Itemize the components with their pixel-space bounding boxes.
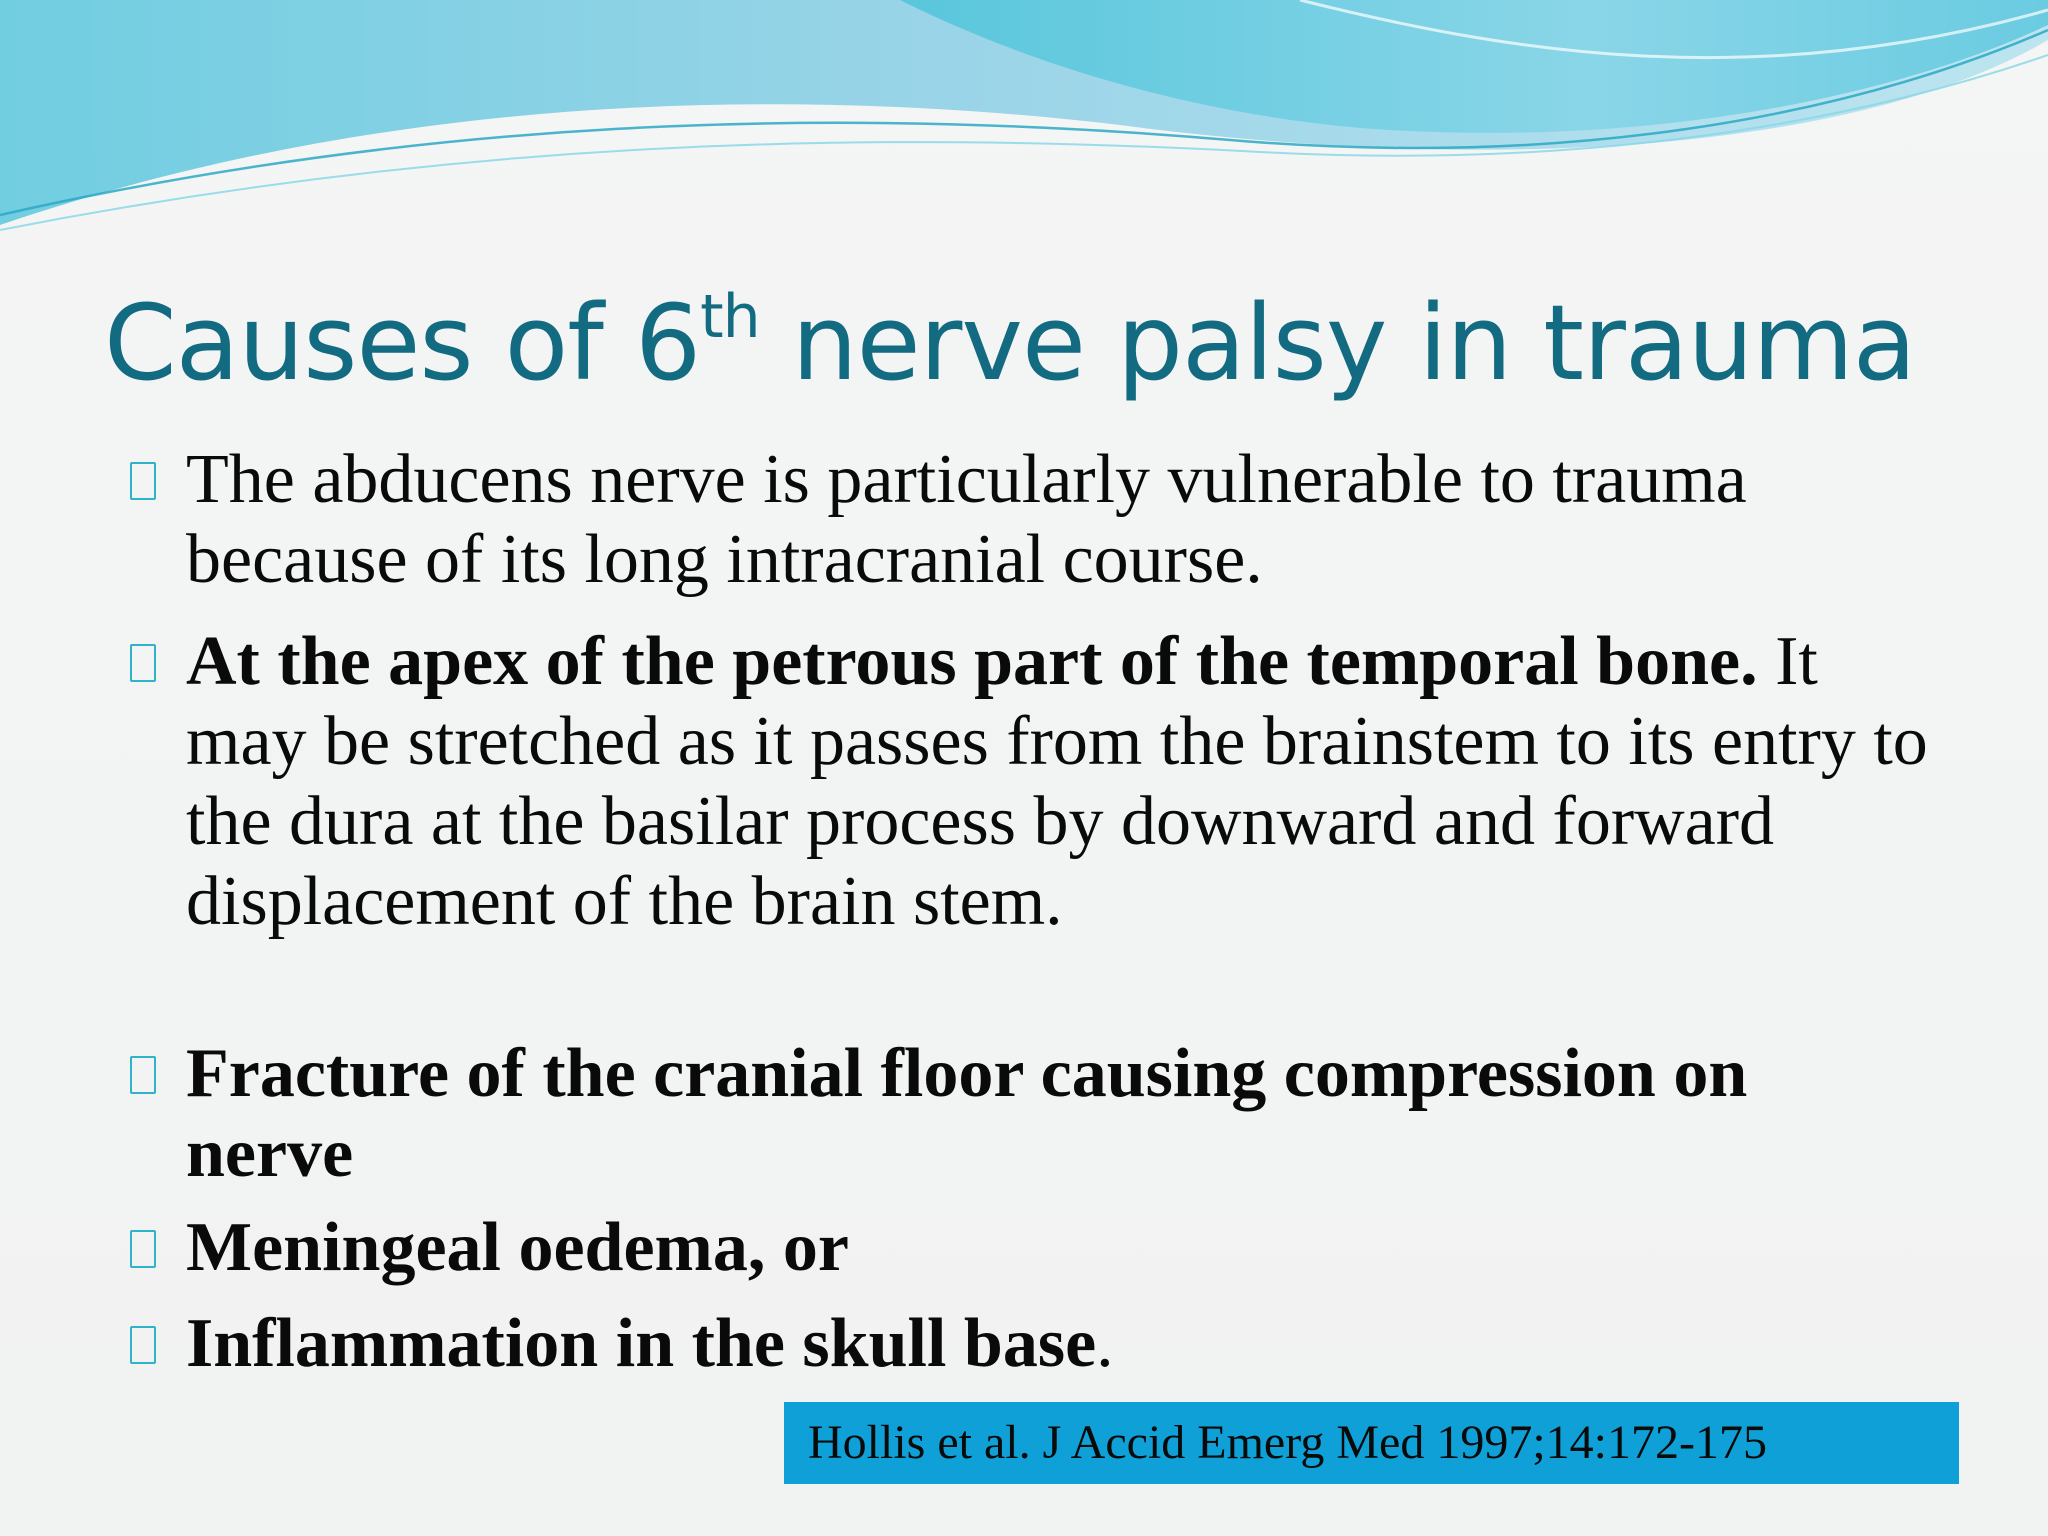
bullet-item — [130, 1304, 1930, 1384]
title-main: Causes of 6 — [104, 282, 701, 404]
title-superscript: th — [700, 282, 760, 352]
bullet-item — [130, 622, 1930, 1022]
bullet-text: It may be stretched as it passes from the brainstem to its entry to the dura at the basilar process by downward and forward displacement of the brain stem. — [186, 623, 1928, 940]
bullet-marker-icon — [130, 462, 156, 500]
header-wave-decoration — [0, 0, 2048, 240]
bullet-list — [130, 440, 1930, 1384]
citation-box — [784, 1402, 1959, 1484]
bullet-marker-icon — [130, 644, 156, 682]
bullet-item — [130, 440, 1930, 600]
citation-text: Hollis et al. J Accid Emerg Med 1997;14:172-175 — [808, 1416, 1767, 1469]
bullet-bold-text: At the apex of the petrous part of the temporal bone. — [186, 623, 1758, 700]
bullet-text: The abducens nerve is particularly vulnerable to trauma because of its long intracranial course. — [186, 441, 1747, 598]
slide-title — [104, 268, 1984, 418]
bullet-marker-icon — [130, 1056, 156, 1094]
bullet-bold-text: Fracture of the cranial floor causing compression on nerve — [186, 1035, 1748, 1192]
title-rest: nerve palsy in trauma — [759, 282, 1916, 404]
bullet-item — [130, 1034, 1930, 1194]
bullet-text: . — [1096, 1305, 1114, 1382]
bullet-marker-icon — [130, 1326, 156, 1364]
bullet-marker-icon — [130, 1230, 156, 1268]
bullet-item — [130, 1208, 1930, 1288]
bullet-bold-text: Inflammation in the skull base — [186, 1305, 1097, 1382]
bullet-bold-text: Meningeal oedema, or — [186, 1209, 849, 1286]
